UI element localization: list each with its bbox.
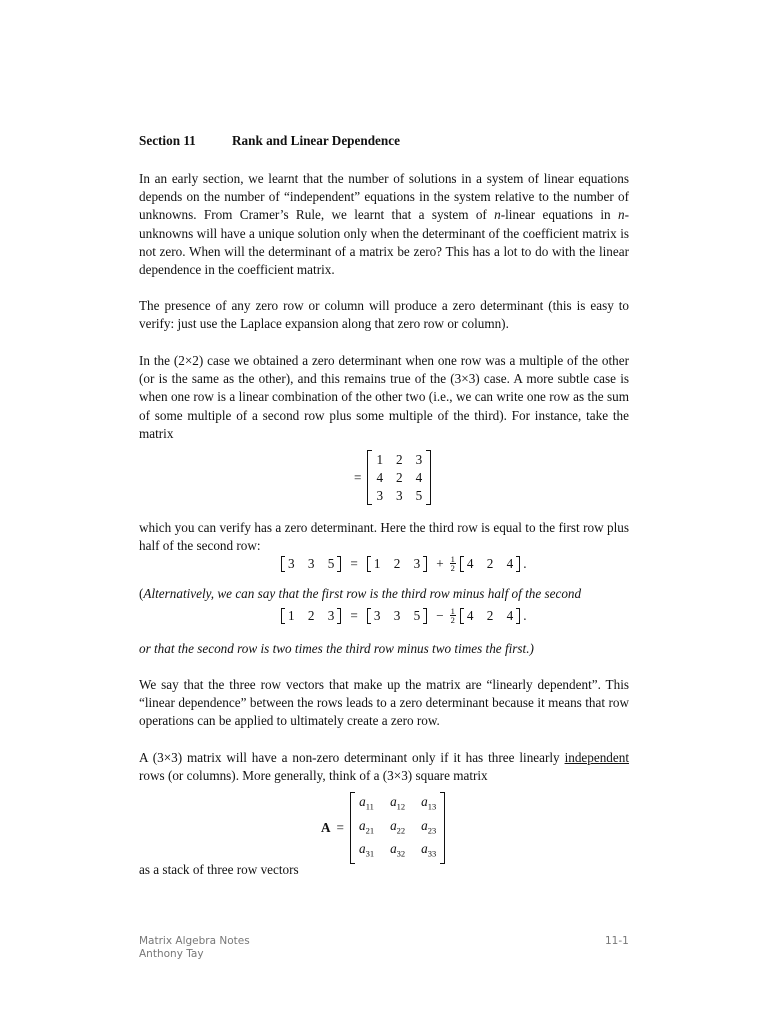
period: . xyxy=(523,555,527,571)
equals-sign: = xyxy=(350,607,358,623)
section-title: Rank and Linear Dependence xyxy=(232,133,400,148)
row-vector: 4 2 4 xyxy=(460,556,520,572)
underlined-word: independent xyxy=(564,750,630,765)
paragraph-independent xyxy=(139,749,629,785)
equation-third-row xyxy=(278,555,527,572)
paragraph-text: Alternatively, we can say that the first row is the third row minus half of the second xyxy=(143,586,582,601)
paragraph-alternative xyxy=(139,585,629,603)
dimension-3x3: (3×3) xyxy=(152,750,183,765)
row-vector: 3 3 5 xyxy=(367,608,427,624)
section-heading xyxy=(139,133,400,149)
paragraph-text: square matrix xyxy=(412,768,488,784)
row-vector: 4 2 4 xyxy=(460,608,520,624)
open-paren: ( xyxy=(139,586,144,601)
paragraph-text: -linear equations in xyxy=(500,207,618,223)
footer-left xyxy=(139,935,250,961)
variable-n: n xyxy=(617,207,625,223)
matrix-cell: 2 xyxy=(396,470,403,485)
page-number: 11-1 xyxy=(605,935,629,947)
matrix-grid xyxy=(372,450,426,505)
paragraph-second-row: or that the second row is two times the third row minus two times the first.) xyxy=(139,641,534,656)
paragraph-text: case we obtained a zero determinant when one row was a multiple of the other (or is the same as the other), and this remains true of the xyxy=(139,353,629,387)
matrix-cell: 4 xyxy=(415,470,423,485)
paragraph-text: In an early section, we learnt that the number of solutions in a system of linear equations depends on the number of “independent” equations in the system relative to the number of unknowns. From Cramer’s Rule, we learnt that a system of xyxy=(139,171,629,223)
matrix-cell: 3 xyxy=(396,488,403,503)
paragraph-linearly-dependent: We say that the three row vectors that make up the matrix are “linearly dependent”. This “linear dependence” between the rows leads to a zero determinant because it means that row operations can be applied to ultimately create a zero row. xyxy=(139,677,629,729)
plus-sign: + xyxy=(436,555,444,571)
paragraph-text: -unknowns will have a unique solution only when the determinant of the coefficient matrix is not zero. When will the determinant of a matrix be zero? This has a lot to do with the linear dependence in the coefficient matrix. xyxy=(139,207,629,278)
variable-n: n xyxy=(494,207,501,223)
matrix-cell: $a_{22}$ xyxy=(390,817,406,836)
paragraph-text: In the xyxy=(139,353,174,368)
matrix-cell: 1 xyxy=(376,452,384,467)
right-bracket xyxy=(426,450,431,505)
paragraph-text: rows (or columns). More generally, think of a xyxy=(139,768,383,784)
row-vector: 1 2 3 xyxy=(281,608,341,624)
equals-sign: = xyxy=(354,469,362,485)
example-matrix xyxy=(354,450,431,505)
matrix-cell: 5 xyxy=(415,488,423,503)
paragraph-intro xyxy=(139,170,629,279)
matrix-cell: $a_{23}$ xyxy=(421,817,437,836)
minus-sign: − xyxy=(436,607,444,623)
right-bracket xyxy=(440,792,445,864)
matrix-symbol-a: A xyxy=(321,819,331,835)
matrix-cell: 4 xyxy=(376,470,384,485)
dimension-3x3: (3×3) xyxy=(450,371,480,387)
paragraph-text: case. A more subtle case is when one row is a linear combination of the other two (i.e., we can write one row as the sum of some multiple of a second row plus some multiple of the third). For instance, take the matrix xyxy=(139,371,630,441)
matrix-cell: $a_{13}$ xyxy=(421,794,437,812)
fraction-half: $\frac{1}{2}$ xyxy=(450,606,455,625)
dimension-2x2: (2×2) xyxy=(173,353,204,368)
matrix-grid xyxy=(355,792,440,864)
paragraph-verify: which you can verify has a zero determinant. Here the third row is equal to the first row plus half of the second row: xyxy=(139,520,629,554)
period: . xyxy=(523,607,527,623)
matrix-cell: $a_{11}$ xyxy=(359,794,374,812)
fraction-half: $\frac{1}{2}$ xyxy=(450,554,455,573)
paragraph-subtle-case xyxy=(139,352,629,443)
row-vector: 1 2 3 xyxy=(367,556,427,572)
matrix-cell: $a_{31}$ xyxy=(358,841,375,859)
equation-first-row xyxy=(278,607,527,624)
paragraph-zero-row: The presence of any zero row or column will produce a zero determinant (this is easy to verify: just use the Laplace expansion along that zero row or column). xyxy=(139,298,629,332)
matrix-cell: $a_{33}$ xyxy=(421,841,437,859)
equals-sign: = xyxy=(350,555,358,571)
matrix-cell: 3 xyxy=(415,452,423,467)
matrix-cell: $a_{32}$ xyxy=(390,841,406,859)
dimension-3x3: (3×3) xyxy=(382,768,413,784)
paragraph-text: A xyxy=(139,750,153,765)
matrix-brackets xyxy=(367,450,431,505)
footer-author: Anthony Tay xyxy=(139,948,204,960)
section-number: Section 11 xyxy=(139,133,196,148)
paragraph-text: matrix will have a non-zero determinant only if it has three linearly xyxy=(182,750,565,765)
matrix-cell: 3 xyxy=(376,488,384,503)
paragraph-row-vectors: as a stack of three row vectors xyxy=(139,862,299,877)
matrix-cell: $a_{12}$ xyxy=(390,794,406,812)
equals-sign: = xyxy=(336,819,344,835)
matrix-brackets xyxy=(350,792,445,864)
row-vector: 3 3 5 xyxy=(281,556,341,572)
general-matrix-a xyxy=(321,792,445,864)
matrix-cell: 2 xyxy=(396,452,403,467)
matrix-cell: $a_{21}$ xyxy=(358,817,375,836)
footer-course: Matrix Algebra Notes xyxy=(139,935,250,947)
